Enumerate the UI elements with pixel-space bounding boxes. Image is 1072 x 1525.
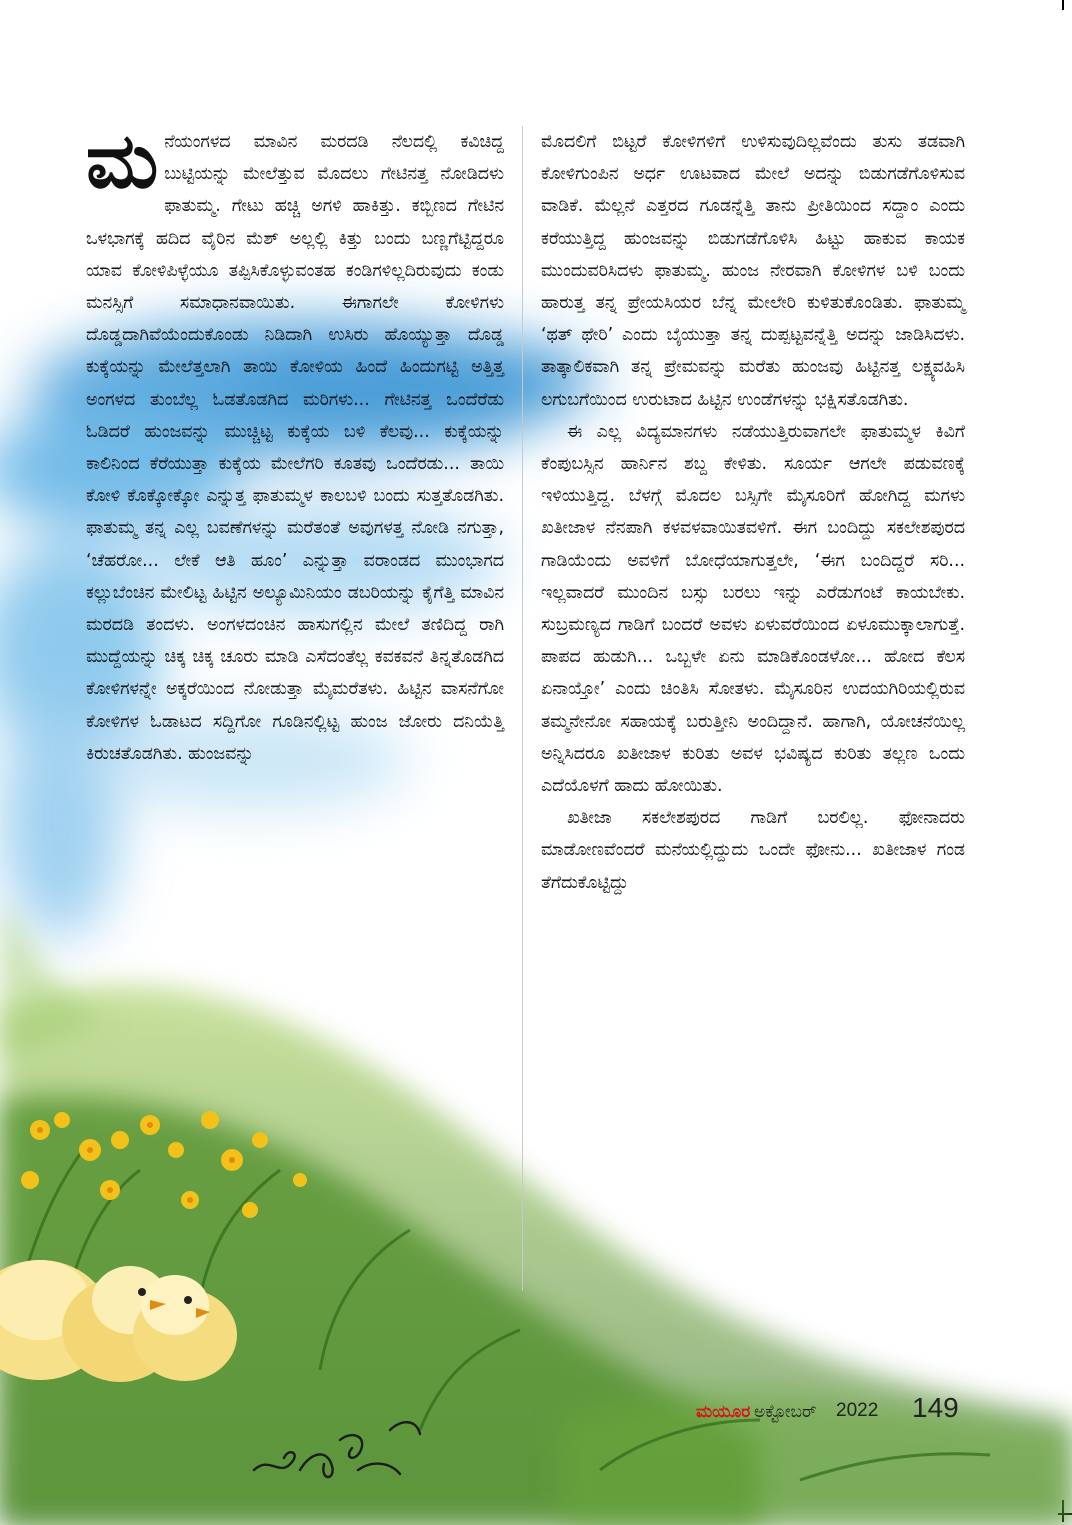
page-footer	[690, 1392, 962, 1432]
artist-signature	[240, 1400, 440, 1490]
drop-cap: ಮ	[86, 116, 159, 205]
magazine-name: ಮಯೂರ	[696, 1402, 751, 1422]
story-column-left	[86, 116, 504, 770]
issue-month: ಅಕ್ಟೋಬರ್	[754, 1402, 817, 1422]
column-divider	[522, 126, 523, 1291]
story-paragraph: ಈ ಎಲ್ಲ ವಿದ್ಯಮಾನಗಳು ನಡೆಯುತ್ತಿರುವಾಗಲೇ ಫಾತುಮ್ಮಳ ಕಿವಿಗೆ ಕೆಂಪುಬಸ್ಸಿನ ಹಾರ್ನಿನ ಶಬ್ದ ಕೇಳಿತು. ಸೂರ್ಯ ಆಗಲೇ ಪಡುವಣಕ್ಕೆ ಇಳಿಯುತ್ತಿದ್ದ. ಬೆಳಗ್ಗೆ ಮೊದಲ ಬಸ್ಸಿಗೇ ಮೈಸೂರಿಗೆ ಹೋಗಿದ್ದ ಮಗಳು ಖತೀಜಾಳ ನೆನಪಾಗಿ ಕಳವಳವಾಯಿತವಳಿಗೆ. ಈಗ ಬಂದಿದ್ದು ಸಕಲೇಶಪುರದ ಗಾಡಿಯೆಂದು ಅವಳಿಗೆ ಬೋಧೆಯಾಗುತ್ತಲೇ, ‘ಈಗ ಬಂದಿದ್ದರೆ ಸರಿ... ಇಲ್ಲವಾದರೆ ಮುಂದಿನ ಬಸ್ಸು ಬರಲು ಇನ್ನು ಎರೆಡುಗಂಟೆ ಕಾಯಬೇಕು. ಸುಬ್ರಮಣ್ಯದ ಗಾಡಿಗೆ ಬಂದರೆ ಅವಳು ಏಳುವರೆಯಿಂದ ಏಳೂಮುಕ್ಕಾಲಾಗುತ್ತೆ. ಪಾಪದ ಹುಡುಗಿ... ಒಬ್ಬಳೇ ಏನು ಮಾಡಿಕೊಂಡಳೋ... ಹೋದ ಕೆಲಸ ಏನಾಯ್ತೋ’ ಎಂದು ಚಿಂತಿಸಿ ಸೋತಳು. ಮೈಸೂರಿನ ಉದಯಗಿರಿಯಲ್ಲಿರುವ ತಮ್ಮನೇನೋ ಸಹಾಯಕ್ಕೆ ಬರುತ್ತೀನಿ ಅಂದಿದ್ದಾನೆ. ಹಾಗಾಗಿ, ಯೋಚನೆಯಿಲ್ಲ ಅನ್ನಿಸಿದರೂ ಖತೀಜಾಳ ಕುರಿತು ಅವಳ ಭವಿಷ್ಯದ ಕುರಿತು ತಲ್ಲಣ ಒಂದು ಎದೆಯೊಳಗೆ ಹಾದು ಹೋಯಿತು.	[541, 421, 965, 797]
page-number: 149	[912, 1392, 959, 1423]
issue-year: 2022	[836, 1400, 879, 1421]
story-paragraph: ಮೊದಲಿಗೆ ಬಿಟ್ಟರೆ ಕೋಳಿಗಳಿಗೆ ಉಳಿಸುವುದಿಲ್ಲವೆಂದು ತುಸು ತಡವಾಗಿ ಕೋಳಿಗುಂಪಿನ ಅರ್ಧ ಊಟವಾದ ಮೇಲೆ ಅದನ್ನು ಬಿಡುಗಡೆಗೊಳಿಸುವ ವಾಡಿಕೆ. ಮೆಲ್ಲನೆ ಎತ್ತರದ ಗೂಡನ್ನೆತ್ತಿ ತಾನು ಪ್ರೀತಿಯಿಂದ ಸದ್ದಾಂ ಎಂದು ಕರೆಯುತ್ತಿದ್ದ ಹುಂಜವನ್ನು ಬಿಡುಗಡೆಗೊಳಿಸಿ ಹಿಟ್ಟು ಹಾಕುವ ಕಾಯಕ ಮುಂದುವರಿಸಿದಳು ಫಾತುಮ್ಮ. ಹುಂಜ ನೇರವಾಗಿ ಕೋಳಿಗಳ ಬಳಿ ಬಂದು ಹಾರುತ್ತ ತನ್ನ ಪ್ರೇಯಸಿಯರ ಬೆನ್ನ ಮೇಲೇರಿ ಕುಳಿತುಕೊಂಡಿತು. ಫಾತುಮ್ಮ ‘ಥತ್ ಥೇರಿ’ ಎಂದು ಬೈಯುತ್ತಾ ತನ್ನ ದುಪ್ಪಟ್ಟವನ್ನೆತ್ತಿ ಅದನ್ನು ಜಾಡಿಸಿದಳು. ತಾತ್ಕಾಲಿಕವಾಗಿ ತನ್ನ ಪ್ರೇಮವನ್ನು ಮರೆತು ಹುಂಜವು ಹಿಟ್ಟಿನತ್ತ ಲಕ್ಷ್ಯವಹಿಸಿ ಲಗುಬಗೆಯಿಂದ ಉರುಟಾದ ಹಿಟ್ಟಿನ ಉಂಡೆಗಳನ್ನು ಭಕ್ಷಿಸತೊಡಗಿತು.	[541, 132, 965, 410]
story-paragraph: ಖತೀಜಾ ಸಕಲೇಶಪುರದ ಗಾಡಿಗೆ ಬರಲಿಲ್ಲ. ಫೋನಾದರು ಮಾಡೋಣವೆಂದರೆ ಮನೆಯಲ್ಲಿದ್ದುದು ಒಂದೇ ಫೋನು... ಖತೀಜಾಳ ಗಂಡ ತೆಗೆದುಕೊಟ್ಟಿದ್ದು	[541, 808, 965, 893]
story-column-right	[541, 126, 965, 899]
story-paragraph: ನೆಯಂಗಳದ ಮಾವಿನ ಮರದಡಿ ನೆಲದಲ್ಲಿ ಕವಿಚಿದ್ದ ಬುಟ್ಟಿಯನ್ನು ಮೇಲೆತ್ತುವ ಮೊದಲು ಗೇಟಿನತ್ತ ನೋಡಿದಳು ಫಾತುಮ್ಮ. ಗೇಟು ಹಚ್ಚಿ ಅಗಳಿ ಹಾಕಿತ್ತು. ಕಬ್ಬಿಣದ ಗೇಟಿನ ಒಳಭಾಗಕ್ಕೆ ಹದಿದ ವೈರಿನ ಮೆಶ್ ಅಲ್ಲಲ್ಲಿ ಕಿತ್ತು ಬಂದು ಬಣ್ಣಗೆಟ್ಟಿದ್ದರೂ ಯಾವ ಕೋಳಿಪಿಳ್ಳೆಯೂ ತಪ್ಪಿಸಿಕೊಳ್ಳುವಂತಹ ಕಂಡಿಗಳಿಲ್ಲದಿರುವುದು ಕಂಡು ಮನಸ್ಸಿಗೆ ಸಮಾಧಾನವಾಯಿತು. ಈಗಾಗಲೇ ಕೋಳಿಗಳು ದೊಡ್ಡದಾಗಿವೆಯೆಂದುಕೊಂಡು ನಿಡಿದಾಗಿ ಉಸಿರು ಹೊಯ್ಯುತ್ತಾ ದೊಡ್ಡ ಕುಕ್ಕೆಯನ್ನು ಮೇಲೆತ್ತಲಾಗಿ ತಾಯಿ ಕೋಳಿಯ ಹಿಂದೆ ಹಿಂದುಗಟ್ಟಿ ಅತ್ತಿತ್ತ ಅಂಗಳದ ತುಂಬೆಲ್ಲ ಓಡತೊಡಗಿದ ಮರಿಗಳು... ಗೇಟಿನತ್ತ ಒಂದೆರೆಡು ಓಡಿದರೆ ಹುಂಜವನ್ನು ಮುಚ್ಚಿಟ್ಟ ಕುಕ್ಕೆಯ ಬಳಿ ಕೆಲವು... ಕುಕ್ಕೆಯನ್ನು ಕಾಲಿನಿಂದ ಕೆರೆಯುತ್ತಾ ಕುಕ್ಕೆಯ ಮೇಲೆಗರಿ ಕೂತವು ಒಂದೆರಡು... ತಾಯಿ ಕೋಳಿ ಕೊಕ್ಕೋಕ್ಕೋ ಎನ್ನುತ್ತ ಫಾತುಮ್ಮಳ ಕಾಲಬಳಿ ಬಂದು ಸುತ್ತತೊಡಗಿತು. ಫಾತುಮ್ಮ ತನ್ನ ಎಲ್ಲ ಬವಣೆಗಳನ್ನು ಮರೆತಂತೆ ಅವುಗಳತ್ತ ನೋಡಿ ನಗುತ್ತಾ, ‘ಚೆಹರೋ... ಲೇಕೆ ಆತಿ ಹೂಂ’ ಎನ್ನುತ್ತಾ ವರಾಂಡದ ಮುಂಭಾಗದ ಕಲ್ಲುಬೆಂಚಿನ ಮೇಲಿಟ್ಟ ಹಿಟ್ಟಿನ ಅಲ್ಯೂಮಿನಿಯಂ ಡಬರಿಯನ್ನು ಕೈಗೆತ್ತಿ ಮಾವಿನ ಮರದಡಿ ತಂದಳು. ಅಂಗಳದಂಚಿನ ಹಾಸುಗಲ್ಲಿನ ಮೇಲೆ ತಣಿದಿದ್ದ ರಾಗಿ ಮುದ್ದೆಯನ್ನು ಚಿಕ್ಕ ಚಿಕ್ಕ ಚೂರು ಮಾಡಿ ಎಸೆದಂತೆಲ್ಲ ಕವಕವನೆ ತಿನ್ನತೊಡಗಿದ ಕೋಳಿಗಳನ್ನೇ ಅಕ್ಕರೆಯಿಂದ ನೋಡುತ್ತಾ ಮೈಮರೆತಳು. ಹಿಟ್ಟಿನ ವಾಸನೆಗೋ ಕೋಳಿಗಳ ಓಡಾಟದ ಸದ್ದಿಗೋ ಗೂಡಿನಲ್ಲಿಟ್ಟ ಹುಂಜ ಜೋರು ದನಿಯೆತ್ತಿ ಕಿರುಚತೊಡಗಿತು. ಹುಂಜವನ್ನು	[86, 132, 504, 764]
